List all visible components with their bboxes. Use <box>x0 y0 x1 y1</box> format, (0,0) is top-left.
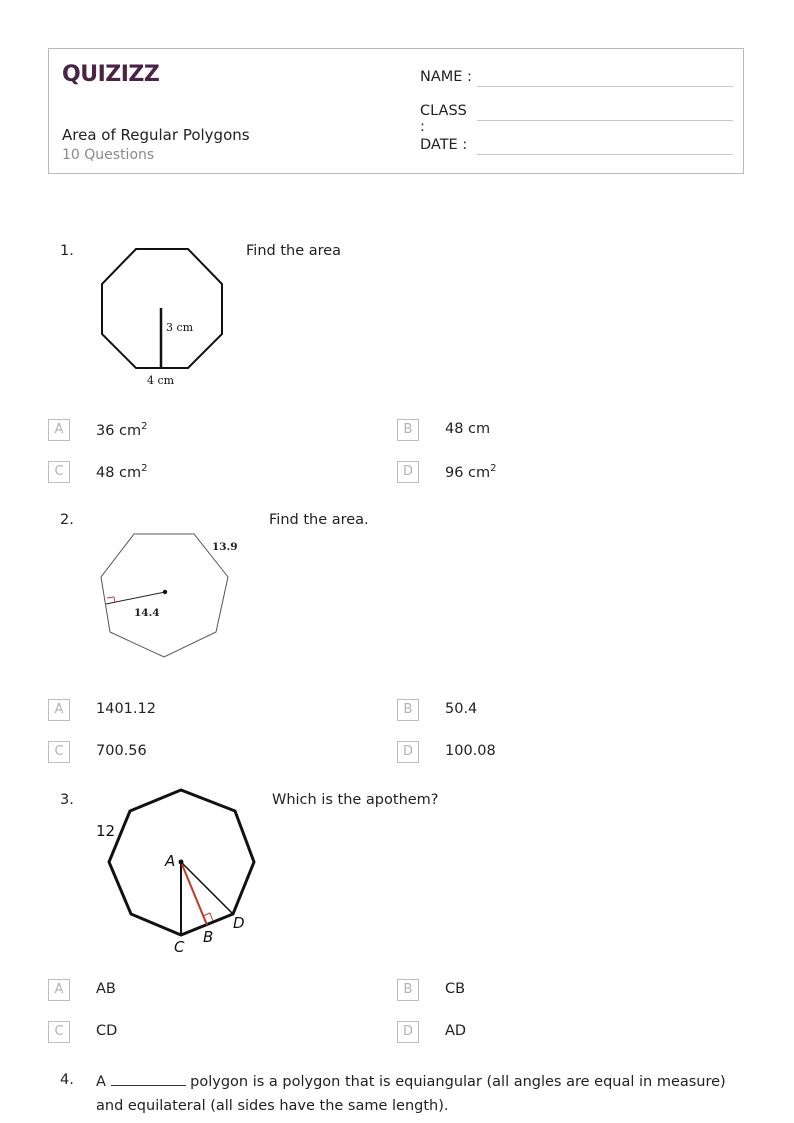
q3-point-d: D <box>233 914 245 932</box>
question-1-number: 1. <box>60 243 74 259</box>
date-field[interactable] <box>420 137 476 153</box>
q3-option-d-letter[interactable]: D <box>397 1021 419 1043</box>
q1-side-label: 4 cm <box>147 374 175 387</box>
class-field[interactable] <box>420 103 476 135</box>
q1-option-c[interactable]: 48 $cm^2$ <box>96 463 148 481</box>
q3-option-c[interactable]: CD <box>96 1023 118 1039</box>
q3-option-a-letter[interactable]: A <box>48 979 70 1001</box>
q1-option-d[interactable]: 96 $cm^2$ <box>445 463 497 481</box>
q1-apothem-label: 3 cm <box>166 321 194 334</box>
q3-point-c: C <box>174 938 185 956</box>
q2-option-c-letter[interactable]: C <box>48 741 70 763</box>
q3-option-c-letter[interactable]: C <box>48 1021 70 1043</box>
q3-option-a[interactable]: AB <box>96 981 116 997</box>
question-1-octagon-figure <box>92 240 232 394</box>
class-line <box>477 120 733 121</box>
worksheet-title: Area of Regular Polygons <box>62 126 250 144</box>
question-1-prompt: Find the area <box>246 243 342 259</box>
answer-blank[interactable] <box>111 1073 186 1086</box>
quizizz-logo <box>62 59 162 91</box>
q2-side-label: 13.9 <box>212 541 238 553</box>
q2-option-d[interactable]: 100.08 <box>445 743 496 759</box>
question-3-number: 3. <box>60 792 74 808</box>
q2-apothem-label: 14.4 <box>134 607 160 619</box>
q1-option-b-letter[interactable]: B <box>397 419 419 441</box>
date-label: DATE : <box>420 137 468 153</box>
question-4-number: 4. <box>60 1072 74 1088</box>
q1-option-c-letter[interactable]: C <box>48 461 70 483</box>
q3-option-d[interactable]: AD <box>445 1023 467 1039</box>
question-count: 10 Questions <box>62 147 155 163</box>
name-label: NAME : <box>420 69 472 85</box>
question-4-prompt: A polygon is a polygon that is equiangular (all angles are equal in measure) and equilateral (all sides have the same length). <box>96 1074 726 1114</box>
name-field[interactable] <box>420 69 476 85</box>
q1-option-d-letter[interactable]: D <box>397 461 419 483</box>
class-label: CLASS : <box>420 103 467 135</box>
q3-point-a: A <box>165 852 176 870</box>
q2-option-b[interactable]: 50.4 <box>445 701 478 717</box>
q3-option-b-letter[interactable]: B <box>397 979 419 1001</box>
q2-option-b-letter[interactable]: B <box>397 699 419 721</box>
q3-side-label: 12 <box>96 822 116 840</box>
question-3-prompt: Which is the apothem? <box>272 792 439 808</box>
svg-text:QUIZIZZ: QUIZIZZ <box>62 62 160 87</box>
question-2-heptagon-figure <box>92 528 252 667</box>
question-2-number: 2. <box>60 512 74 528</box>
q2-option-d-letter[interactable]: D <box>397 741 419 763</box>
q2-option-a-letter[interactable]: A <box>48 699 70 721</box>
q3-point-b: B <box>203 928 214 946</box>
question-2-prompt: Find the area. <box>269 512 369 528</box>
q2-option-a[interactable]: 1401.12 <box>96 701 156 717</box>
question-3-nonagon-figure <box>92 782 267 966</box>
q1-option-b[interactable]: 48 cm <box>445 421 491 437</box>
worksheet-header <box>48 48 744 174</box>
q3-option-b[interactable]: CB <box>445 981 466 997</box>
date-line <box>477 154 733 155</box>
q2-option-c[interactable]: 700.56 <box>96 743 147 759</box>
q1-option-a[interactable]: 36 $cm^2$ <box>96 421 148 439</box>
name-line <box>477 86 733 87</box>
q1-option-a-letter[interactable]: A <box>48 419 70 441</box>
